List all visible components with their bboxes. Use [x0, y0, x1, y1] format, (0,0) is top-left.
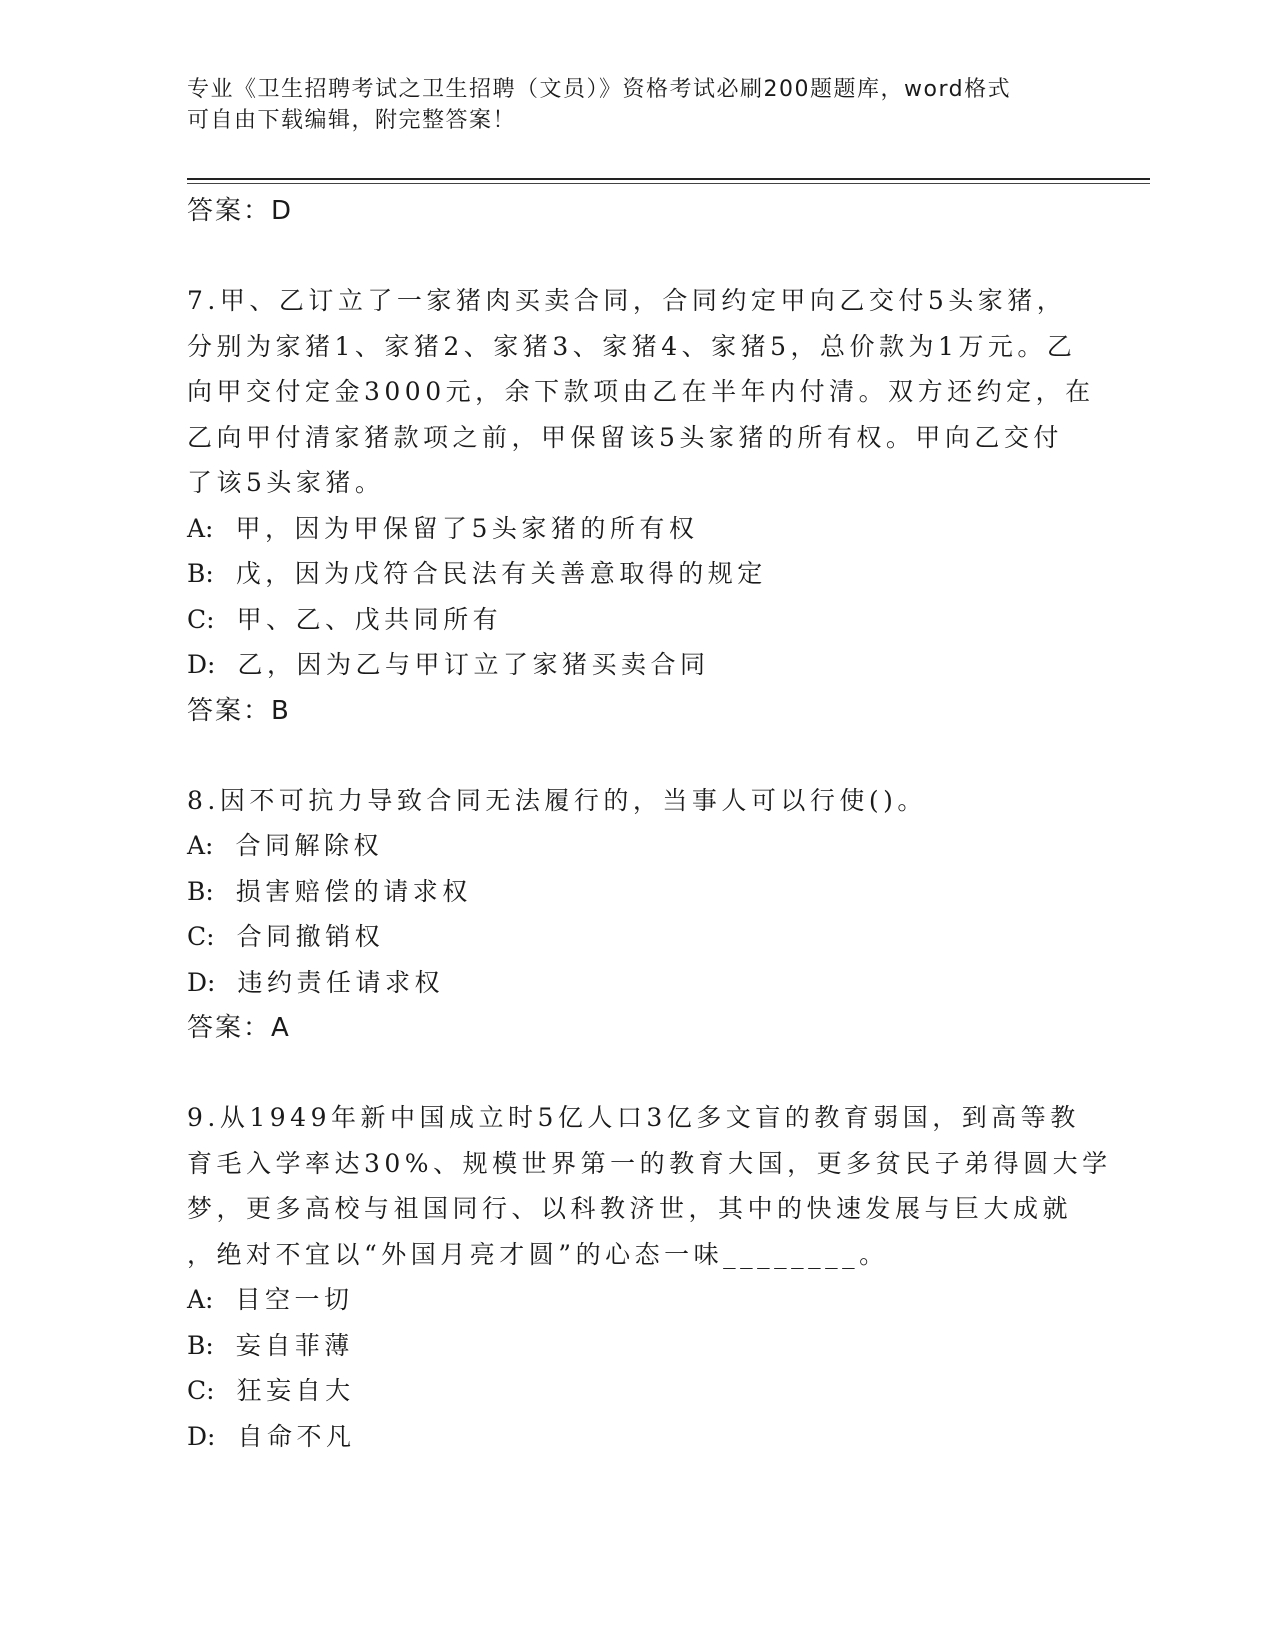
option-text: 狂妄自大: [236, 1376, 355, 1405]
question-text-line: 育毛入学率达30%、规模世界第一的教育大国，更多贫民子弟得圆大学: [187, 1148, 1112, 1178]
question-text-line: 9.从1949年新中国成立时5亿人口3亿多文盲的教育弱国，到高等教: [187, 1103, 1080, 1132]
option-letter: C:: [187, 1376, 215, 1405]
option-letter: A:: [187, 1285, 214, 1314]
option-letter: D:: [187, 967, 216, 997]
option-letter: C:: [187, 922, 215, 951]
option-d: [187, 642, 1087, 688]
option-letter: B:: [187, 1330, 214, 1360]
option-a: [187, 1277, 1087, 1323]
spacer: [187, 234, 1087, 278]
option-letter: C:: [187, 604, 215, 634]
option-letter: B:: [187, 559, 214, 588]
option-a: [187, 506, 1087, 552]
answer-q7: 答案：B: [187, 695, 291, 726]
question-text-line: 梦，更多高校与祖国同行、以科教济世，其中的快速发展与巨大成就: [187, 1194, 1073, 1223]
option-text: 目空一切: [235, 1285, 354, 1314]
document-body: [187, 188, 1112, 1459]
option-text: 损害赔偿的请求权: [235, 876, 472, 906]
option-c: [187, 1368, 1087, 1414]
option-b: [187, 1323, 1087, 1369]
option-a: [187, 823, 1087, 869]
option-letter: D:: [187, 650, 216, 679]
option-text: 甲、乙、戊共同所有: [236, 604, 503, 634]
header-line: 可自由下载编辑，附完整答案！: [187, 108, 517, 133]
spacer: [187, 1051, 1087, 1095]
option-d: [187, 960, 1087, 1006]
option-letter: D:: [187, 1421, 216, 1451]
question-7: [187, 278, 1095, 688]
question-text-line: 分别为家猪1、家猪2、家猪3、家猪4、家猪5，总价款为1万元。乙: [187, 331, 1077, 361]
header-divider-thin: [187, 183, 1150, 184]
option-text: 合同解除权: [235, 831, 383, 860]
question-8: [187, 778, 1087, 1006]
option-text: 违约责任请求权: [237, 967, 444, 997]
answer-q8: 答案：A: [187, 1013, 291, 1043]
option-letter: A:: [187, 513, 214, 543]
header-line: 专业《卫生招聘考试之卫生招聘（文员）》资格考试必刷200题题库，word格式: [187, 77, 1012, 102]
option-letter: B:: [187, 876, 214, 906]
answer-previous: 答案：D: [187, 196, 294, 226]
header-divider-thick: [187, 178, 1150, 180]
option-text: 乙，因为乙与甲订立了家猪买卖合同: [237, 650, 710, 679]
option-text: 合同撤销权: [236, 922, 385, 951]
option-d: [187, 1414, 1087, 1460]
option-c: [187, 597, 1087, 643]
question-text-line: 8.因不可抗力导致合同无法履行的，当事人可以行使()。: [187, 785, 927, 815]
option-text: 戊，因为戊符合民法有关善意取得的规定: [235, 559, 767, 588]
question-text-line: 向甲交付定金3000元，余下款项由乙在半年内付清。双方还约定，在: [187, 377, 1095, 406]
spacer: [187, 734, 1087, 778]
question-text-line: ，绝对不宜以“外国月亮才圆”的心态一味________。: [187, 1239, 889, 1269]
option-b: [187, 869, 1087, 915]
option-text: 妄自菲薄: [235, 1330, 354, 1360]
option-c: [187, 914, 1087, 960]
question-text-line: 了该5头家猪。: [187, 468, 385, 497]
option-b: [187, 551, 1087, 597]
option-text: 自命不凡: [237, 1421, 356, 1451]
option-text: 甲，因为甲保留了5头家猪的所有权: [235, 513, 699, 543]
question-9: [187, 1095, 1112, 1459]
option-letter: A:: [187, 831, 214, 860]
question-text-line: 7.甲、乙订立了一家猪肉买卖合同，合同约定甲向乙交付5头家猪，: [187, 286, 1067, 315]
document-header: [187, 74, 1087, 136]
question-text-line: 乙向甲付清家猪款项之前，甲保留该5头家猪的所有权。甲向乙交付: [187, 422, 1063, 452]
